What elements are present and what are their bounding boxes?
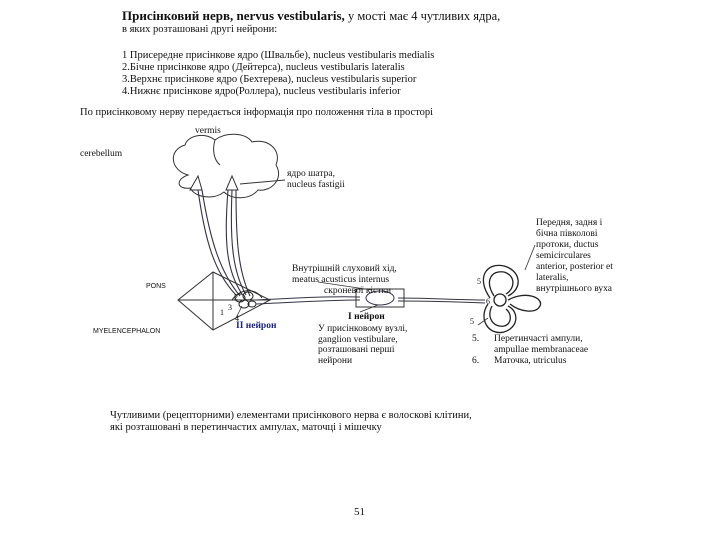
nucleus-item: 3.Верхнє присінкове ядро (Бехтерева), nucleus vestibularis superior bbox=[122, 74, 417, 85]
canal-lower bbox=[484, 304, 516, 333]
ganglion-line: розташовані перші bbox=[318, 345, 395, 355]
title-rest: у мості має 4 чутливих ядра, bbox=[347, 9, 501, 23]
legend bbox=[472, 334, 588, 367]
canal-line: anterior, posterior et bbox=[536, 262, 613, 272]
label-fastigii-2: nucleus fastigii bbox=[287, 180, 345, 190]
canal-line: Передня, задня і bbox=[536, 218, 603, 228]
meatus-line: meatus acusticus internus bbox=[292, 275, 390, 285]
meatus-line: скроневої кістки bbox=[324, 286, 392, 296]
subtitle: в яких розташовані другі нейрони: bbox=[122, 24, 278, 35]
fastigii-right bbox=[226, 176, 238, 190]
label-myelencephalon: MYELENCEPHALON bbox=[93, 328, 161, 335]
utriculus bbox=[494, 294, 506, 306]
canal-line: semicirculares bbox=[536, 251, 591, 261]
label-cerebellum: cerebellum bbox=[80, 149, 123, 159]
label-neuron-1: I нейрон bbox=[348, 312, 385, 322]
canal-line: внутрішнього вуха bbox=[536, 284, 612, 294]
info-line: По присінковому нерву передається інформація про положення тіла в просторі bbox=[80, 107, 434, 118]
ganglion-line: нейрони bbox=[318, 355, 353, 366]
footer-line: Чутливими (рецепторними) елементами присінкового нерва є волоскові клітини, bbox=[110, 410, 472, 421]
num-2: 2 bbox=[234, 293, 238, 302]
nucleus-item: 2.Бічне присінкове ядро (Дейтерса), nucleus vestibularis lateralis bbox=[122, 62, 405, 73]
num-5-upper: 5 bbox=[477, 277, 481, 286]
num-3: 3 bbox=[228, 303, 232, 312]
title-bold: Присінковий нерв, nervus vestibularis, bbox=[122, 8, 345, 23]
ganglion-line: ganglion vestibulare, bbox=[318, 334, 398, 345]
fastigii-pointer bbox=[240, 180, 285, 184]
legend-text: Перетинчасті ампули, bbox=[494, 334, 583, 344]
cerebellum-fold bbox=[214, 140, 220, 165]
page-number: 51 bbox=[354, 506, 365, 518]
label-semicircular-canals bbox=[536, 218, 613, 295]
nucleus-item: 4.Нижнє присінкове ядро(Роллера), nucleus vestibularis inferior bbox=[122, 86, 401, 97]
label-pons: PONS bbox=[146, 283, 166, 290]
meatus-line: Внутрішній слуховий хід, bbox=[292, 264, 397, 274]
canal-line: lateralis, bbox=[536, 273, 569, 283]
ganglion-line: У присінковому вузлі, bbox=[318, 324, 408, 334]
num-5-lower: 5 bbox=[470, 317, 474, 326]
legend-num: 6. bbox=[472, 356, 480, 366]
label-neuron-2: II нейрон bbox=[236, 321, 277, 331]
footer-line: які розташовані в перетинчастих ампулах, маточці і мішечку bbox=[110, 422, 382, 433]
legend-text: Маточка, utriculus bbox=[494, 356, 567, 366]
canal-line: протоки, ductus bbox=[536, 240, 599, 250]
legend-text: ampullae membranaceae bbox=[494, 345, 589, 355]
legend-row bbox=[472, 356, 588, 367]
legend-num: 5. bbox=[472, 334, 480, 344]
legend-row bbox=[472, 334, 588, 345]
legend-row bbox=[472, 345, 588, 356]
cerebellum-outline bbox=[173, 134, 278, 198]
label-vermis: vermis bbox=[195, 126, 221, 136]
nucleus-item: 1 Присередне присінкове ядро (Швальбе), nucleus vestibularis medialis bbox=[122, 50, 435, 61]
num-6: 6 bbox=[486, 297, 490, 306]
label-meatus bbox=[292, 264, 397, 297]
canal-line: бічна півколові bbox=[536, 229, 598, 239]
fastigii-left bbox=[190, 176, 202, 190]
label-ganglion bbox=[318, 324, 407, 366]
label-fastigii-1: ядро шатра, bbox=[287, 169, 335, 179]
num-1: 1 bbox=[220, 308, 224, 317]
num-4: 4 bbox=[235, 314, 239, 323]
